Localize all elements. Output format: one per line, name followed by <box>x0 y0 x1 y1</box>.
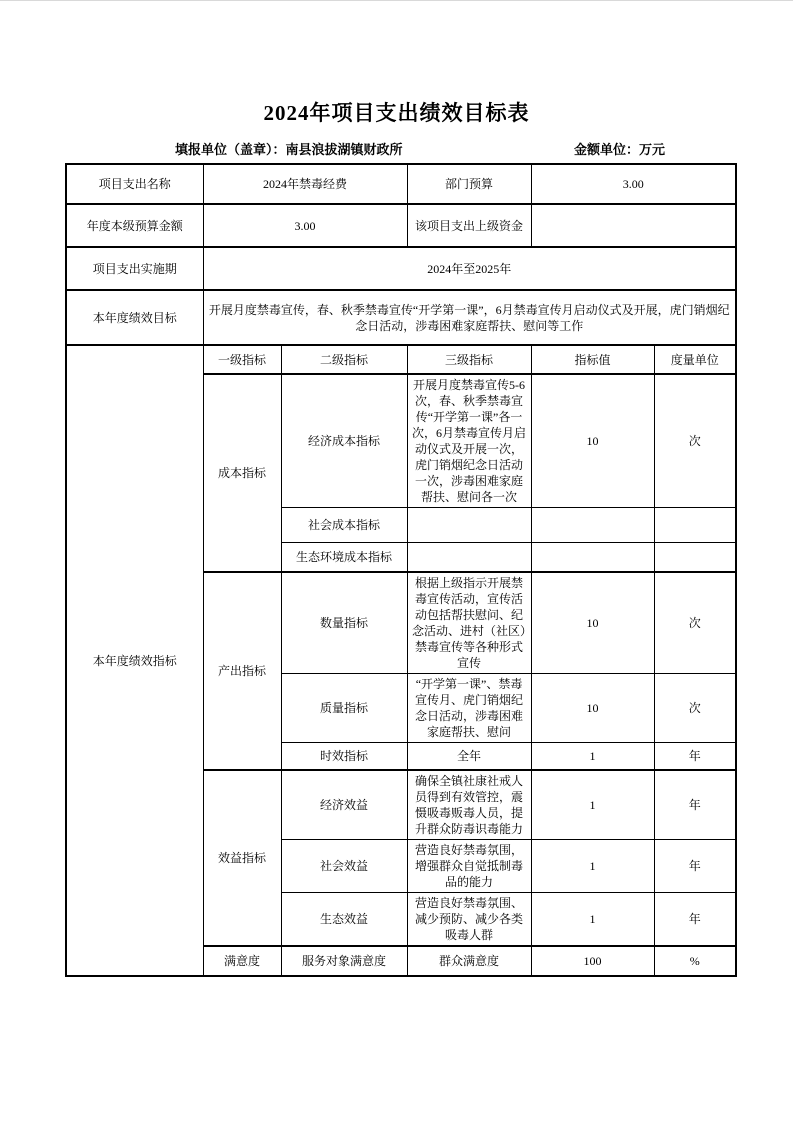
cell-timeliness-level2: 时效指标 <box>281 742 407 770</box>
header-unit: 度量单位 <box>654 345 736 374</box>
table-header-row <box>66 345 736 374</box>
cell-economic-benefit-level3: 确保全镇社康社戒人员得到有效管控，震慑吸毒贩毒人员，提升群众防毒识毒能力 <box>407 770 531 840</box>
cell-eco-env-cost-value <box>531 543 654 572</box>
table-row <box>66 164 736 204</box>
cell-project-name-label: 项目支出名称 <box>66 164 203 204</box>
cell-superior-funds-label: 该项目支出上级资金 <box>407 204 531 247</box>
cell-project-name-value: 2024年禁毒经费 <box>203 164 407 204</box>
cell-service-satisfaction-level3: 群众满意度 <box>407 946 531 976</box>
cell-satisfaction-label: 满意度 <box>203 946 281 976</box>
cell-benefit-label: 效益指标 <box>203 770 281 946</box>
cell-economic-cost-level2: 经济成本指标 <box>281 374 407 508</box>
cell-social-benefit-unit: 年 <box>654 840 736 893</box>
cell-output-label: 产出指标 <box>203 572 281 771</box>
cell-implementation-period-value: 2024年至2025年 <box>203 247 736 290</box>
cell-annual-goal-label: 本年度绩效目标 <box>66 290 203 345</box>
header-value: 指标值 <box>531 345 654 374</box>
header-level1: 一级指标 <box>203 345 281 374</box>
table-row <box>66 290 736 345</box>
subtitle-row <box>65 139 737 158</box>
cell-quality-unit: 次 <box>654 673 736 742</box>
table-row <box>66 204 736 247</box>
cell-quantity-value: 10 <box>531 572 654 674</box>
header-level3: 三级指标 <box>407 345 531 374</box>
cell-superior-funds-value <box>531 204 736 247</box>
performance-target-table <box>65 163 737 977</box>
cell-quality-value: 10 <box>531 673 654 742</box>
cell-economic-benefit-value: 1 <box>531 770 654 840</box>
cell-social-cost-level2: 社会成本指标 <box>281 508 407 543</box>
cell-economic-cost-value: 10 <box>531 374 654 508</box>
cell-social-cost-level3 <box>407 508 531 543</box>
page-title: 2024年项目支出绩效目标表 <box>263 101 530 125</box>
cell-timeliness-level3: 全年 <box>407 742 531 770</box>
cell-quantity-unit: 次 <box>654 572 736 674</box>
cell-quantity-level2: 数量指标 <box>281 572 407 674</box>
cell-economic-cost-unit: 次 <box>654 374 736 508</box>
amount-unit-label: 金额单位：万元 <box>573 142 665 157</box>
cell-social-benefit-value: 1 <box>531 840 654 893</box>
cell-dept-budget-value: 3.00 <box>531 164 736 204</box>
cell-economic-benefit-level2: 经济效益 <box>281 770 407 840</box>
cell-economic-cost-level3: 开展月度禁毒宣传5-6次，春、秋季禁毒宣传“开学第一课”各一次，6月禁毒宣传月启动仪式及开展一次，虎门销烟纪念日活动一次，涉毒困难家庭帮扶、慰问各一次 <box>407 374 531 508</box>
cell-dept-budget-label: 部门预算 <box>407 164 531 204</box>
table-row <box>66 247 736 290</box>
cell-indicator-section-label: 本年度绩效指标 <box>66 345 203 976</box>
cell-annual-goal-value: 开展月度禁毒宣传，春、秋季禁毒宣传“开学第一课”，6月禁毒宣传月启动仪式及开展，虎门销烟纪念日活动，涉毒困难家庭帮扶、慰问等工作 <box>203 290 736 345</box>
form-unit-label: 填报单位（盖章）：南县浪拔湖镇财政所 <box>175 142 403 157</box>
cell-eco-env-cost-level3 <box>407 543 531 572</box>
cell-social-cost-value <box>531 508 654 543</box>
cell-ecological-benefit-unit: 年 <box>654 893 736 947</box>
cell-ecological-benefit-level2: 生态效益 <box>281 893 407 947</box>
cell-service-satisfaction-level2: 服务对象满意度 <box>281 946 407 976</box>
cell-social-benefit-level2: 社会效益 <box>281 840 407 893</box>
cell-eco-env-cost-level2: 生态环境成本指标 <box>281 543 407 572</box>
cell-cost-label: 成本指标 <box>203 374 281 572</box>
cell-service-satisfaction-value: 100 <box>531 946 654 976</box>
cell-quantity-level3: 根据上级指示开展禁毒宣传活动，宣传活动包括帮扶慰问、纪念活动、进村（社区）禁毒宣传等各种形式宣传 <box>407 572 531 674</box>
header-level2: 二级指标 <box>281 345 407 374</box>
cell-ecological-benefit-level3: 营造良好禁毒氛围、减少预防、减少各类吸毒人群 <box>407 893 531 947</box>
cell-implementation-period-label: 项目支出实施期 <box>66 247 203 290</box>
cell-timeliness-unit: 年 <box>654 742 736 770</box>
cell-annual-budget-value: 3.00 <box>203 204 407 247</box>
cell-quality-level3: “开学第一课”、禁毒宣传月、虎门销烟纪念日活动，涉毒困难家庭帮扶、慰问 <box>407 673 531 742</box>
cell-ecological-benefit-value: 1 <box>531 893 654 947</box>
cell-annual-budget-label: 年度本级预算金额 <box>66 204 203 247</box>
cell-service-satisfaction-unit: % <box>654 946 736 976</box>
cell-social-cost-unit <box>654 508 736 543</box>
cell-quality-level2: 质量指标 <box>281 673 407 742</box>
cell-economic-benefit-unit: 年 <box>654 770 736 840</box>
cell-social-benefit-level3: 营造良好禁毒氛围，增强群众自觉抵制毒品的能力 <box>407 840 531 893</box>
cell-eco-env-cost-unit <box>654 543 736 572</box>
cell-timeliness-value: 1 <box>531 742 654 770</box>
